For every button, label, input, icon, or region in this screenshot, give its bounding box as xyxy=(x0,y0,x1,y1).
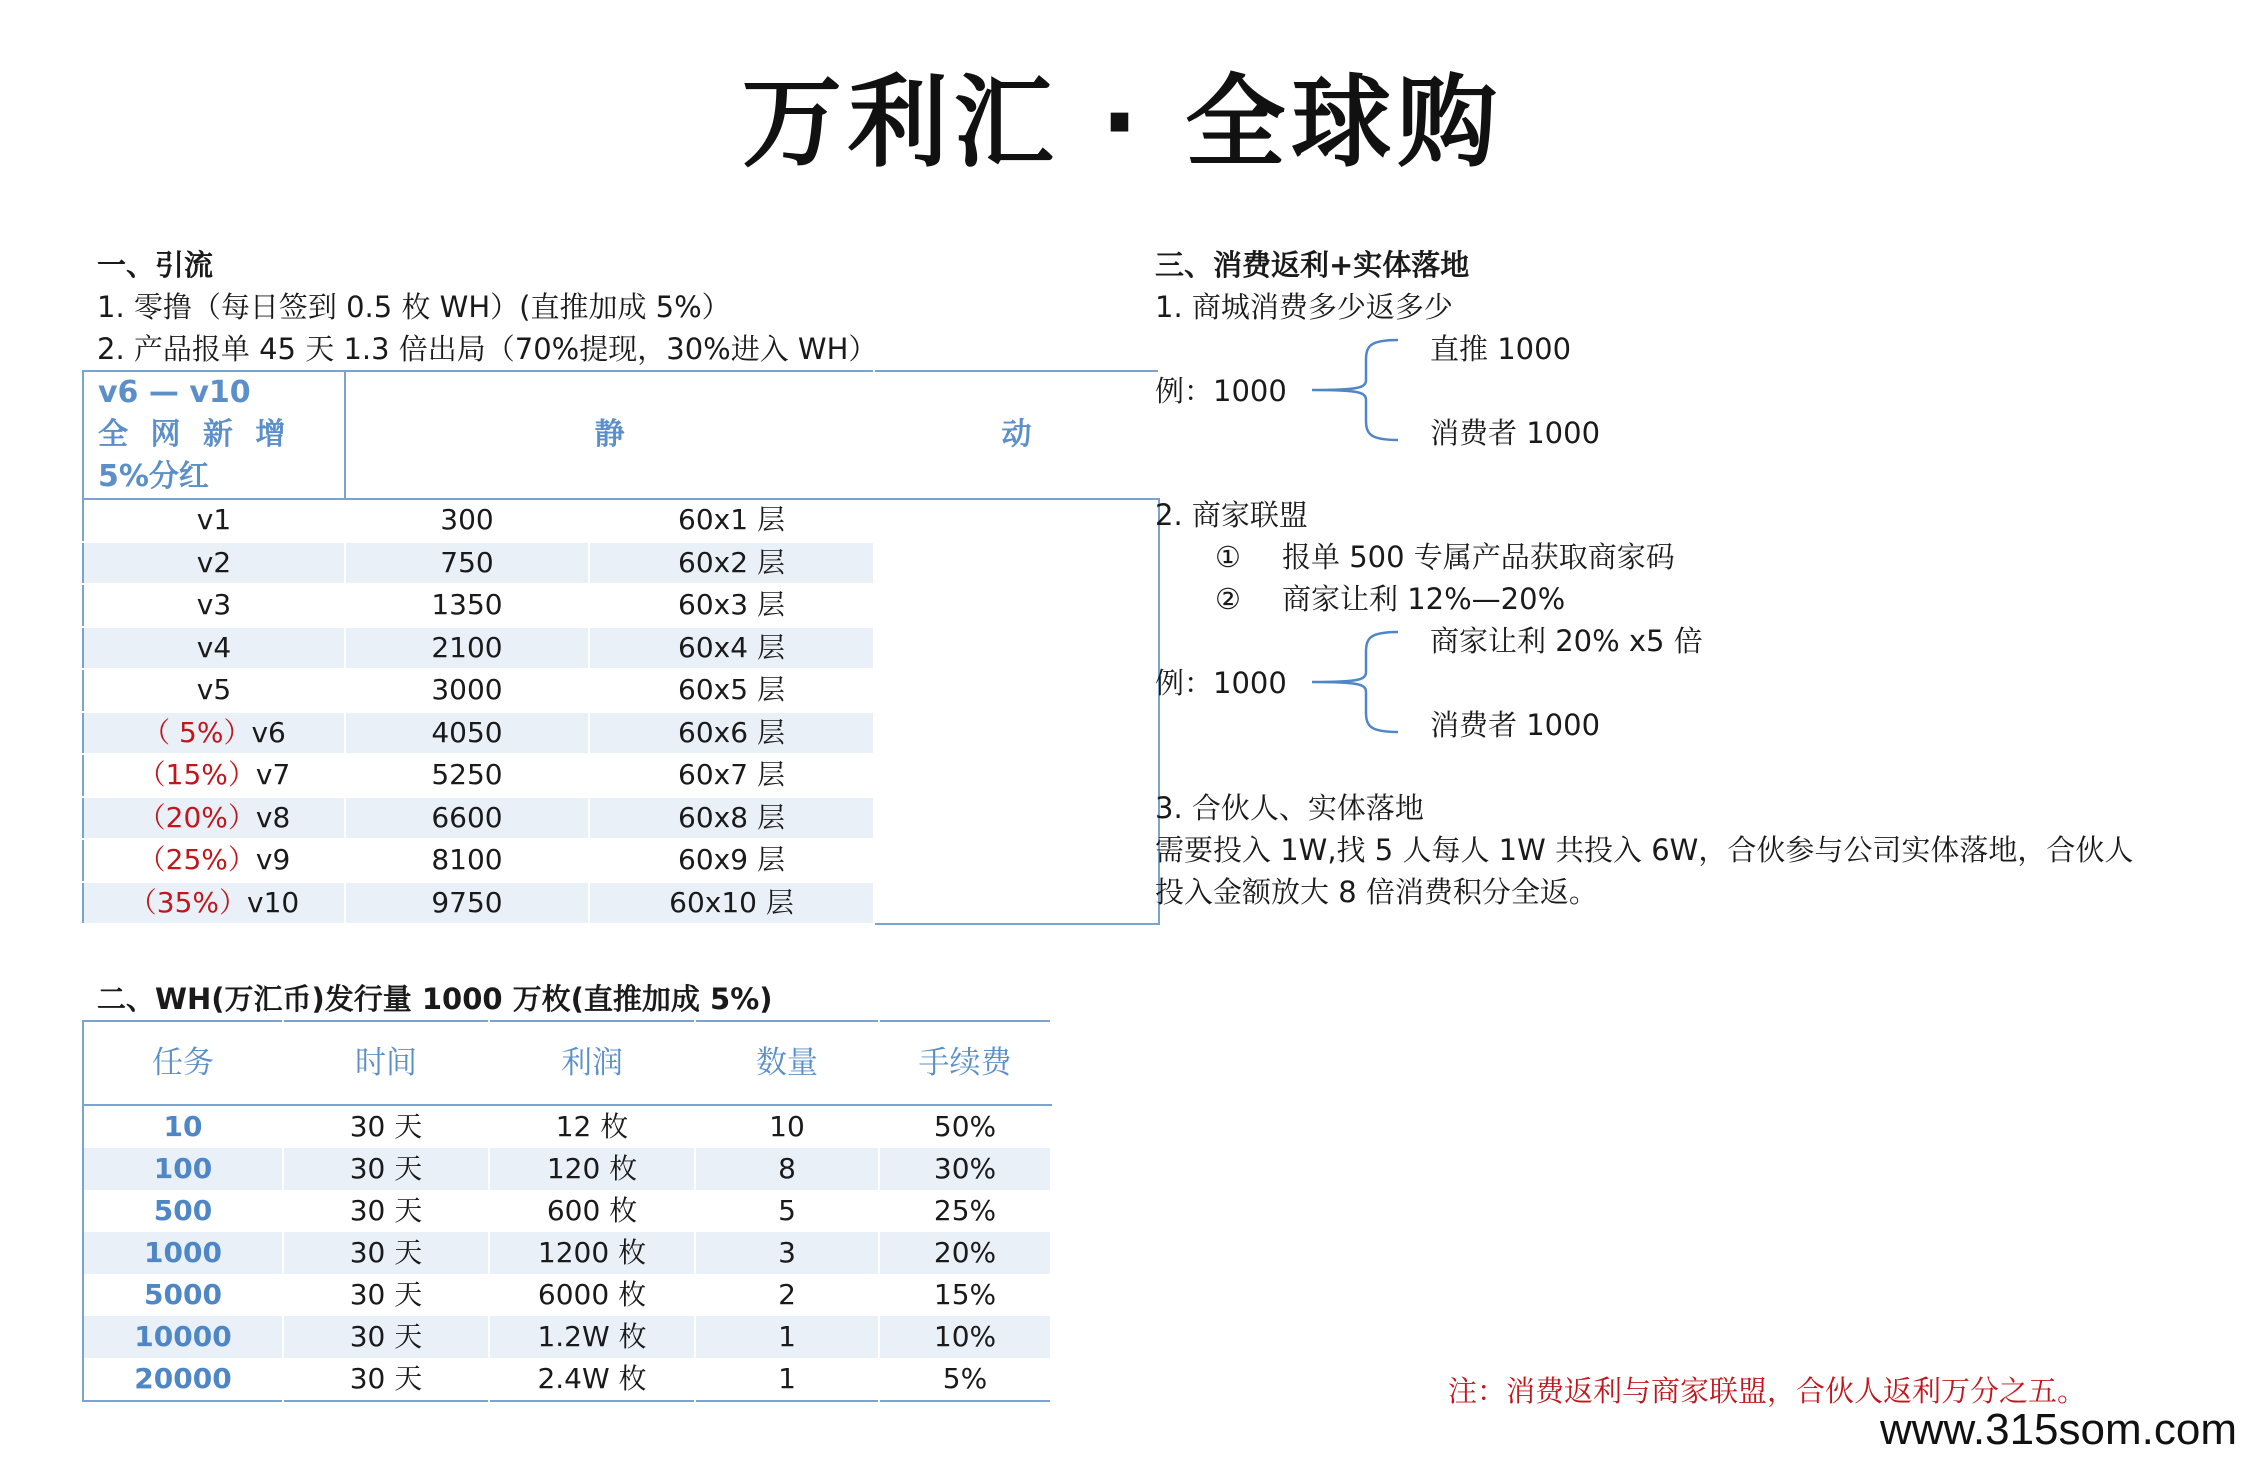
task-row xyxy=(83,1105,1051,1148)
level-row xyxy=(83,542,1159,585)
level-row xyxy=(83,584,1159,627)
amount-cell: 9750 xyxy=(345,882,589,925)
quantity-cell: 1 xyxy=(695,1358,879,1401)
section3-point2: 商家让利 12%—20% xyxy=(1282,582,1566,616)
quantity-cell: 8 xyxy=(695,1148,879,1190)
level-row xyxy=(83,882,1159,925)
fee-cell: 15% xyxy=(879,1274,1051,1316)
level-cell xyxy=(83,754,345,797)
level-cell xyxy=(83,882,345,925)
level-row xyxy=(83,839,1159,882)
profit-cell: 6000 枚 xyxy=(489,1274,695,1316)
dividend-percent: （ 5%） xyxy=(142,715,252,749)
task-row xyxy=(83,1358,1051,1401)
task-row xyxy=(83,1190,1051,1232)
section2-heading: 二、WH(万汇币)发行量 1000 万枚(直推加成 5%) xyxy=(97,982,773,1016)
brace-icon xyxy=(1310,630,1400,734)
level-name: v4 xyxy=(196,630,232,664)
level-cell xyxy=(83,627,345,670)
level-row xyxy=(83,627,1159,670)
section3-para-line2: 投入金额放大 8 倍消费积分全返。 xyxy=(1155,875,1598,909)
task-cell: 5000 xyxy=(83,1274,283,1316)
circled-one-icon: ① xyxy=(1215,540,1241,574)
layers-cell: 60x5 层 xyxy=(589,669,874,712)
header-quantity: 数量 xyxy=(695,1021,879,1105)
section3-sub1: 1. 商城消费多少返多少 xyxy=(1155,290,1453,324)
section1-item1: 1. 零撸（每日签到 0.5 枚 WH）(直推加成 5%） xyxy=(97,290,731,324)
time-cell: 30 天 xyxy=(283,1105,489,1148)
quantity-cell: 10 xyxy=(695,1105,879,1148)
task-row xyxy=(83,1232,1051,1274)
level-cell xyxy=(83,499,345,542)
time-cell: 30 天 xyxy=(283,1274,489,1316)
layers-cell: 60x10 层 xyxy=(589,882,874,925)
circled-two-icon: ② xyxy=(1215,582,1241,616)
amount-cell: 5250 xyxy=(345,754,589,797)
layers-cell: 60x6 层 xyxy=(589,712,874,755)
level-name: v1 xyxy=(196,503,232,537)
time-cell: 30 天 xyxy=(283,1316,489,1358)
level-table xyxy=(82,370,1160,925)
level-name: v2 xyxy=(196,545,232,579)
header-fee: 手续费 xyxy=(879,1021,1051,1105)
dividend-percent: （15%） xyxy=(137,758,256,792)
level-name: v7 xyxy=(255,758,291,792)
header-task: 任务 xyxy=(83,1021,283,1105)
amount-cell: 6600 xyxy=(345,797,589,840)
level-name: v9 xyxy=(255,843,291,877)
time-cell: 30 天 xyxy=(283,1190,489,1232)
fee-cell: 20% xyxy=(879,1232,1051,1274)
level-name: v10 xyxy=(247,885,300,919)
level-cell xyxy=(83,542,345,585)
level-row xyxy=(83,754,1159,797)
task-cell: 20000 xyxy=(83,1358,283,1401)
task-row xyxy=(83,1148,1051,1190)
layers-cell: 60x9 层 xyxy=(589,839,874,882)
level-cell xyxy=(83,584,345,627)
level-table-header xyxy=(83,371,1159,499)
example1-bottom: 消费者 1000 xyxy=(1430,416,1601,450)
layers-cell: 60x3 层 xyxy=(589,584,874,627)
level-row xyxy=(83,499,1159,542)
level-table-side-label xyxy=(83,371,345,499)
example1-top: 直推 1000 xyxy=(1430,332,1572,366)
fee-cell: 10% xyxy=(879,1316,1051,1358)
time-cell: 30 天 xyxy=(283,1232,489,1274)
section3-para-line1: 需要投入 1W,找 5 人每人 1W 共投入 6W，合伙参与公司实体落地，合伙人 xyxy=(1155,833,2134,867)
section3-point1: 报单 500 专属产品获取商家码 xyxy=(1282,540,1675,574)
task-cell: 1000 xyxy=(83,1232,283,1274)
example2-bottom: 消费者 1000 xyxy=(1430,708,1601,742)
amount-cell: 750 xyxy=(345,542,589,585)
layers-cell: 60x4 层 xyxy=(589,627,874,670)
profit-cell: 2.4W 枚 xyxy=(489,1358,695,1401)
section1-item2: 2. 产品报单 45 天 1.3 倍出局（70%提现，30%进入 WH） xyxy=(97,332,878,366)
layers-cell: 60x2 层 xyxy=(589,542,874,585)
header-dynamic: 动 xyxy=(874,371,1159,499)
header-time: 时间 xyxy=(283,1021,489,1105)
amount-cell: 3000 xyxy=(345,669,589,712)
fee-cell: 50% xyxy=(879,1105,1051,1148)
level-cell xyxy=(83,839,345,882)
side-label-line: v6 — v10 xyxy=(98,375,251,410)
task-cell: 500 xyxy=(83,1190,283,1232)
time-cell: 30 天 xyxy=(283,1148,489,1190)
level-name: v8 xyxy=(255,800,291,834)
level-row xyxy=(83,797,1159,840)
header-profit: 利润 xyxy=(489,1021,695,1105)
amount-cell: 2100 xyxy=(345,627,589,670)
layers-cell: 60x8 层 xyxy=(589,797,874,840)
section3-heading: 三、消费返利+实体落地 xyxy=(1155,248,1470,282)
example2-label: 例：1000 xyxy=(1155,666,1287,700)
level-name: v6 xyxy=(251,715,286,749)
level-cell xyxy=(83,712,345,755)
level-name: v3 xyxy=(196,588,232,622)
amount-cell: 300 xyxy=(345,499,589,542)
quantity-cell: 2 xyxy=(695,1274,879,1316)
side-label-line: 全 网 新 增 xyxy=(98,417,292,452)
task-row xyxy=(83,1274,1051,1316)
dividend-percent: （35%） xyxy=(128,885,248,919)
dividend-percent: （20%） xyxy=(137,800,256,834)
amount-cell: 8100 xyxy=(345,839,589,882)
layers-cell: 60x7 层 xyxy=(589,754,874,797)
header-static: 静 xyxy=(345,371,874,499)
quantity-cell: 5 xyxy=(695,1190,879,1232)
fee-cell: 25% xyxy=(879,1190,1051,1232)
watermark-text: www.315som.com xyxy=(1879,1405,2237,1454)
amount-cell: 4050 xyxy=(345,712,589,755)
section1-heading: 一、引流 xyxy=(97,248,214,282)
profit-cell: 1.2W 枚 xyxy=(489,1316,695,1358)
task-cell: 100 xyxy=(83,1148,283,1190)
level-cell xyxy=(83,669,345,712)
level-row xyxy=(83,712,1159,755)
side-label-line: 5%分红 xyxy=(98,459,209,494)
task-cell: 10000 xyxy=(83,1316,283,1358)
level-cell xyxy=(83,797,345,840)
dividend-percent: （25%） xyxy=(137,843,256,877)
quantity-cell: 3 xyxy=(695,1232,879,1274)
profit-cell: 600 枚 xyxy=(489,1190,695,1232)
layers-cell: 60x1 层 xyxy=(589,499,874,542)
task-row xyxy=(83,1316,1051,1358)
example2-top: 商家让利 20% x5 倍 xyxy=(1430,624,1703,658)
example1-label: 例：1000 xyxy=(1155,374,1287,408)
quantity-cell: 1 xyxy=(695,1316,879,1358)
level-name: v5 xyxy=(196,673,232,707)
section3-sub3: 3. 合伙人、实体落地 xyxy=(1155,791,1424,825)
level-row xyxy=(83,669,1159,712)
fee-cell: 30% xyxy=(879,1148,1051,1190)
task-cell: 10 xyxy=(83,1105,283,1148)
section3-sub2: 2. 商家联盟 xyxy=(1155,498,1308,532)
fee-cell: 5% xyxy=(879,1358,1051,1401)
profit-cell: 120 枚 xyxy=(489,1148,695,1190)
time-cell: 30 天 xyxy=(283,1358,489,1401)
footnote: 注：消费返利与商家联盟，合伙人返利万分之五。 xyxy=(1448,1374,2087,1408)
task-table-header xyxy=(83,1021,1051,1105)
amount-cell: 1350 xyxy=(345,584,589,627)
profit-cell: 1200 枚 xyxy=(489,1232,695,1274)
task-table xyxy=(82,1020,1052,1402)
profit-cell: 12 枚 xyxy=(489,1105,695,1148)
brace-icon xyxy=(1310,338,1400,442)
page-title: 万利汇 · 全球购 xyxy=(741,64,1504,181)
